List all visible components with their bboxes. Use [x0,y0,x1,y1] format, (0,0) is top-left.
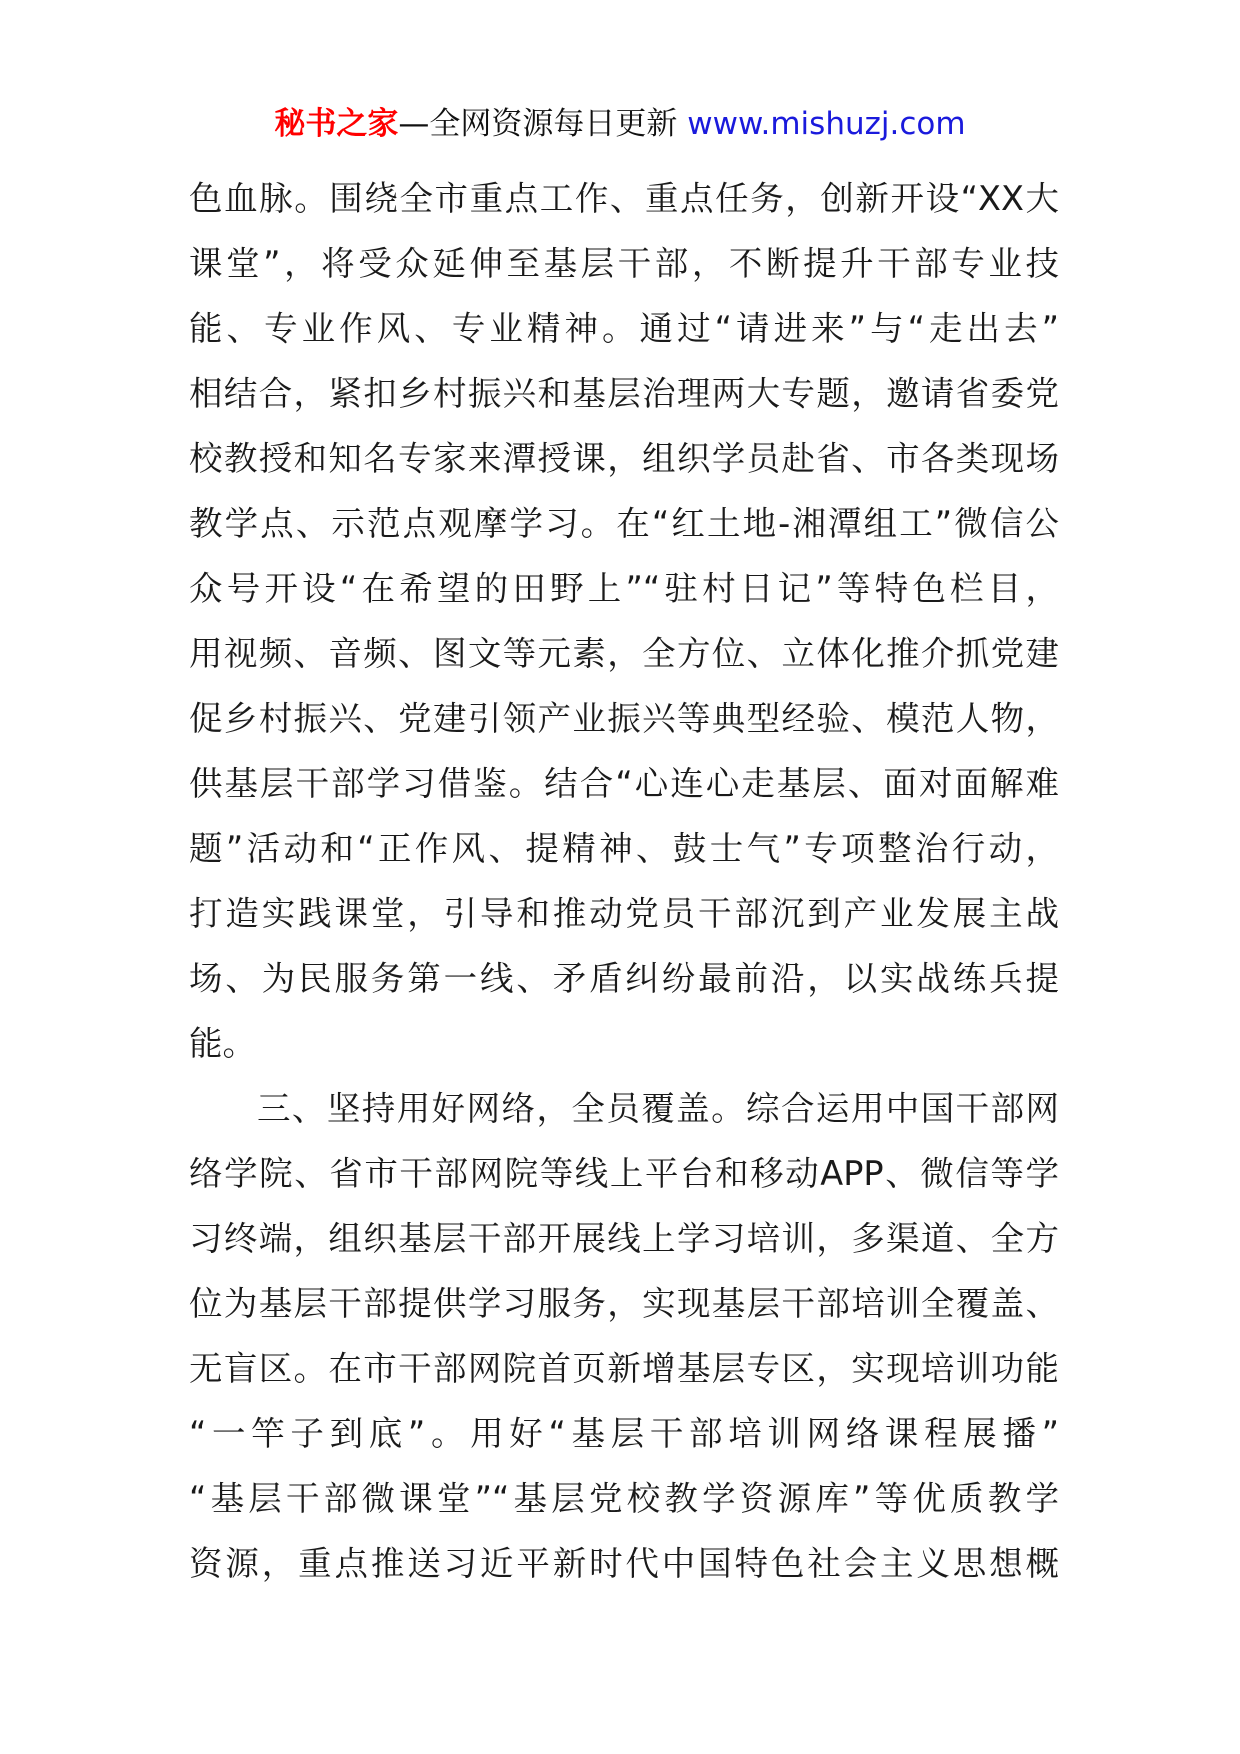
text-line: 能。 [189,1024,256,1063]
text-line: 课堂”，将受众延伸至基层干部，不断提升干部专业技 [189,244,1059,283]
paragraph [189,166,1059,1076]
text-line: “基层干部微课堂”“基层党校教学资源库”等优质教学 [189,1479,1059,1518]
text-line: 能、专业作风、专业精神。通过“请进来”与“走出去” [189,309,1059,348]
text-line: 打造实践课堂，引导和推动党员干部沉到产业发展主战 [189,894,1059,933]
text-line: 场、为民服务第一线、矛盾纠纷最前沿，以实战练兵提 [189,959,1059,998]
text-line: 位为基层干部提供学习服务，实现基层干部培训全覆盖、 [189,1284,1059,1323]
text-line: 校教授和知名专家来潭授课，组织学员赴省、市各类现场 [189,439,1059,478]
text-line: 资源，重点推送习近平新时代中国特色社会主义思想概 [189,1544,1059,1583]
text-line: 习终端，组织基层干部开展线上学习培训，多渠道、全方 [189,1219,1059,1258]
text-line: 三、坚持用好网络，全员覆盖。综合运用中国干部网 [257,1089,1059,1128]
text-line: 无盲区。在市干部网院首页新增基层专区，实现培训功能 [189,1349,1059,1388]
text-line: 题”活动和“正作风、提精神、鼓士气”专项整治行动， [189,829,1059,868]
text-line: 教学点、示范点观摩学习。在“红土地-湘潭组工”微信公 [189,504,1059,543]
text-line: 促乡村振兴、党建引领产业振兴等典型经验、模范人物， [189,699,1059,738]
text-line: 络学院、省市干部网院等线上平台和移动APP、微信等学 [189,1154,1059,1193]
document-body [189,166,1059,1596]
page-header [0,100,1240,148]
header-tagline: —全网资源每日更新 [398,106,678,142]
text-line: 色血脉。围绕全市重点工作、重点任务，创新开设“XX大 [189,179,1059,218]
brand-name: 秘书之家 [274,106,399,142]
site-url[interactable]: www.mishuzj.com [687,106,966,142]
text-line: 供基层干部学习借鉴。结合“心连心走基层、面对面解难 [189,764,1059,803]
text-line: 相结合，紧扣乡村振兴和基层治理两大专题，邀请省委党 [189,374,1059,413]
text-line: 众号开设“在希望的田野上”“驻村日记”等特色栏目， [189,569,1059,608]
text-line: 用视频、音频、图文等元素，全方位、立体化推介抓党建 [189,634,1059,673]
text-line: “一竿子到底”。用好“基层干部培训网络课程展播” [189,1414,1059,1453]
paragraph [189,1076,1059,1596]
